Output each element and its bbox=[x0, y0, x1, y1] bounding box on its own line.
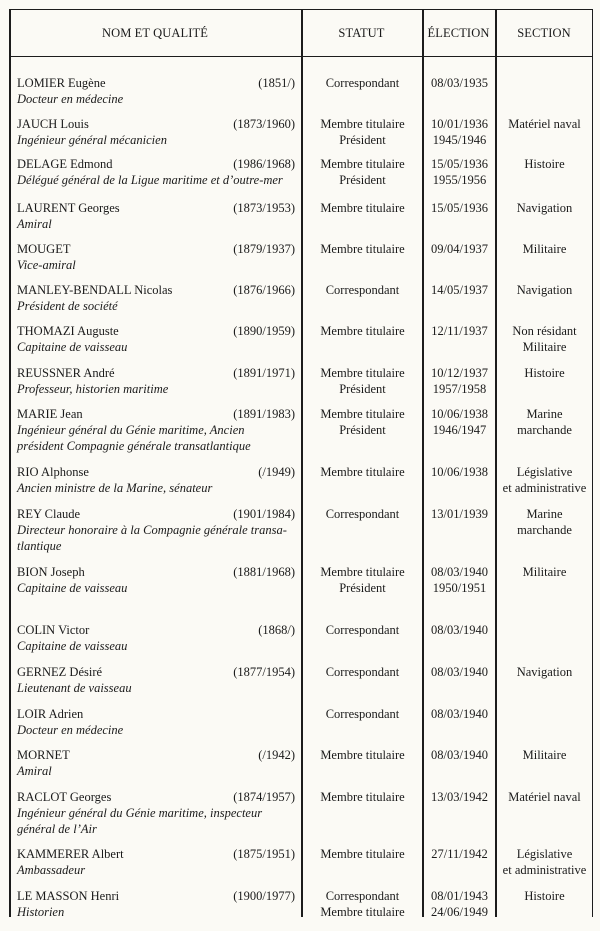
section-cell bbox=[496, 200, 593, 216]
section-cell bbox=[496, 282, 593, 298]
section-cell bbox=[496, 789, 593, 805]
header-statut: STATUT bbox=[338, 25, 385, 40]
member-name: REUSSNER André bbox=[17, 366, 115, 380]
election-cell bbox=[423, 664, 496, 680]
statut-cell-line: Membre titulaire bbox=[320, 790, 405, 804]
statut-cell bbox=[302, 241, 423, 257]
election-cell-line: 15/05/1936 bbox=[431, 201, 488, 215]
statut-cell-line: Membre titulaire bbox=[320, 366, 405, 380]
election-cell-line: 08/03/1940 bbox=[431, 565, 488, 579]
member-qualite: Ambassadeur bbox=[17, 863, 86, 877]
section-cell-line: Militaire bbox=[522, 340, 567, 354]
statut-cell bbox=[302, 365, 423, 397]
statut-cell bbox=[302, 116, 423, 148]
election-cell-line: 24/06/1949 bbox=[431, 905, 488, 919]
statut-cell-line: Correspondant bbox=[325, 665, 400, 679]
election-cell bbox=[423, 156, 496, 188]
member-qualite: Directeur honoraire à la Compagnie générale transa-tlantique bbox=[17, 523, 287, 553]
section-cell bbox=[496, 846, 593, 878]
statut-cell bbox=[302, 464, 423, 480]
section-cell-line: Navigation bbox=[516, 201, 573, 215]
member-years: (1901/1984) bbox=[233, 507, 295, 521]
header-election: ÉLECTION bbox=[427, 25, 490, 40]
member-qualite: Ancien ministre de la Marine, sénateur bbox=[17, 481, 213, 495]
election-cell-line: 14/05/1937 bbox=[431, 283, 488, 297]
section-cell-line: Navigation bbox=[516, 283, 573, 297]
statut-cell bbox=[302, 323, 423, 339]
section-cell-line: Navigation bbox=[516, 665, 573, 679]
header-section: SECTION bbox=[517, 25, 571, 40]
statut-cell-line: Membre titulaire bbox=[320, 242, 405, 256]
statut-cell bbox=[302, 156, 423, 188]
member-years: (1891/1983) bbox=[233, 407, 295, 421]
statut-cell-line: Correspondant bbox=[325, 889, 400, 903]
statut-cell-line: Membre titulaire bbox=[320, 905, 405, 919]
member-name: JAUCH Louis bbox=[17, 117, 89, 131]
section-cell-line: Histoire bbox=[524, 889, 565, 903]
section-cell bbox=[496, 564, 593, 580]
election-cell bbox=[423, 365, 496, 397]
section-cell bbox=[496, 747, 593, 763]
member-name: LAURENT Georges bbox=[17, 201, 120, 215]
election-cell bbox=[423, 116, 496, 148]
election-cell bbox=[423, 888, 496, 920]
statut-cell bbox=[302, 888, 423, 920]
election-cell-line: 13/03/1942 bbox=[431, 790, 488, 804]
statut-cell-line: Membre titulaire bbox=[320, 748, 405, 762]
election-cell-line: 10/06/1938 bbox=[431, 407, 488, 421]
section-cell-line: Matériel naval bbox=[508, 117, 581, 131]
member-name: LOMIER Eugène bbox=[17, 76, 106, 90]
member-years: (1891/1971) bbox=[233, 366, 295, 380]
section-cell bbox=[496, 116, 593, 132]
table-border-right bbox=[592, 9, 594, 917]
election-cell-line: 1950/1951 bbox=[432, 581, 487, 595]
election-cell bbox=[423, 506, 496, 522]
section-cell bbox=[496, 888, 593, 904]
statut-cell-line: Membre titulaire bbox=[320, 157, 405, 171]
section-cell bbox=[496, 241, 593, 257]
election-cell-line: 08/03/1940 bbox=[431, 665, 488, 679]
election-cell-line: 12/11/1937 bbox=[431, 324, 488, 338]
member-qualite: Président de société bbox=[17, 299, 118, 313]
statut-cell-line: Président bbox=[339, 382, 386, 396]
member-qualite: Ingénieur général du Génie maritime, inspecteur général de l’Air bbox=[17, 806, 263, 836]
member-qualite: Vice-amiral bbox=[17, 258, 76, 272]
section-cell bbox=[496, 464, 593, 496]
member-name: MOUGET bbox=[17, 242, 71, 256]
election-cell bbox=[423, 747, 496, 763]
member-name: GERNEZ Désiré bbox=[17, 665, 103, 679]
member-years: (/1949) bbox=[258, 465, 295, 479]
section-cell-line: et administrative bbox=[502, 863, 587, 877]
member-name: MORNET bbox=[17, 748, 70, 762]
election-cell bbox=[423, 282, 496, 298]
member-years: (1868/) bbox=[258, 623, 295, 637]
member-years: (1873/1960) bbox=[233, 117, 295, 131]
member-years: (1879/1937) bbox=[233, 242, 295, 256]
statut-cell-line: Membre titulaire bbox=[320, 465, 405, 479]
member-qualite: Docteur en médecine bbox=[17, 723, 124, 737]
election-cell-line: 10/12/1937 bbox=[431, 366, 488, 380]
member-name: BION Joseph bbox=[17, 565, 85, 579]
election-cell bbox=[423, 241, 496, 257]
member-years: (1881/1968) bbox=[233, 565, 295, 579]
section-cell-line: Non résidant bbox=[512, 324, 577, 338]
election-cell-line: 08/03/1935 bbox=[431, 76, 488, 90]
election-cell bbox=[423, 200, 496, 216]
member-qualite: Capitaine de vaisseau bbox=[17, 639, 128, 653]
election-cell-line: 1955/1956 bbox=[432, 173, 487, 187]
member-name: MARIE Jean bbox=[17, 407, 83, 421]
section-cell bbox=[496, 323, 593, 355]
section-cell-line: Matériel naval bbox=[508, 790, 581, 804]
statut-cell bbox=[302, 75, 423, 91]
member-qualite: Lieutenant de vaisseau bbox=[17, 681, 132, 695]
member-name: COLIN Victor bbox=[17, 623, 90, 637]
member-name: RACLOT Georges bbox=[17, 790, 112, 804]
election-cell bbox=[423, 846, 496, 862]
election-cell-line: 09/04/1937 bbox=[431, 242, 488, 256]
member-years: (1875/1951) bbox=[233, 847, 295, 861]
section-cell bbox=[496, 506, 593, 538]
statut-cell bbox=[302, 622, 423, 638]
statut-cell-line: Membre titulaire bbox=[320, 565, 405, 579]
election-cell-line: 1957/1958 bbox=[432, 382, 487, 396]
statut-cell-line: Correspondant bbox=[325, 283, 400, 297]
statut-cell-line: Membre titulaire bbox=[320, 847, 405, 861]
member-years: (1876/1966) bbox=[233, 283, 295, 297]
election-cell bbox=[423, 75, 496, 91]
section-cell bbox=[496, 156, 593, 172]
member-qualite: Ingénieur général mécanicien bbox=[17, 133, 167, 147]
election-cell-line: 15/05/1936 bbox=[431, 157, 488, 171]
statut-cell bbox=[302, 506, 423, 522]
section-cell-line: Militaire bbox=[522, 748, 567, 762]
election-cell-line: 08/03/1940 bbox=[431, 748, 488, 762]
member-qualite: Historien bbox=[17, 905, 65, 919]
election-cell bbox=[423, 464, 496, 480]
statut-cell-line: Correspondant bbox=[325, 507, 400, 521]
election-cell-line: 1945/1946 bbox=[432, 133, 487, 147]
election-cell-line: 08/03/1940 bbox=[431, 707, 488, 721]
statut-cell-line: Correspondant bbox=[325, 707, 400, 721]
section-cell-line: Législative bbox=[516, 465, 573, 479]
statut-cell bbox=[302, 706, 423, 722]
section-cell-line: Militaire bbox=[522, 565, 567, 579]
election-cell-line: 08/03/1940 bbox=[431, 623, 488, 637]
section-cell-line: Législative bbox=[516, 847, 573, 861]
statut-cell bbox=[302, 282, 423, 298]
section-cell-line: Marine bbox=[526, 507, 563, 521]
member-cell bbox=[17, 706, 242, 738]
member-name: LOIR Adrien bbox=[17, 707, 84, 721]
section-cell-line: Histoire bbox=[524, 157, 565, 171]
member-years: (1851/) bbox=[258, 76, 295, 90]
election-cell-line: 1946/1947 bbox=[432, 423, 487, 437]
statut-cell-line: Membre titulaire bbox=[320, 324, 405, 338]
statut-cell-line: Président bbox=[339, 423, 386, 437]
section-cell-line: et administrative bbox=[502, 481, 587, 495]
election-cell bbox=[423, 622, 496, 638]
statut-cell bbox=[302, 406, 423, 438]
statut-cell-line: Membre titulaire bbox=[320, 407, 405, 421]
election-cell bbox=[423, 706, 496, 722]
member-name: LE MASSON Henri bbox=[17, 889, 120, 903]
member-name: DELAGE Edmond bbox=[17, 157, 113, 171]
member-qualite: Délégué général de la Ligue maritime et d’outre-mer bbox=[17, 173, 283, 187]
election-cell-line: 08/01/1943 bbox=[431, 889, 488, 903]
member-name: RIO Alphonse bbox=[17, 465, 89, 479]
member-qualite: Capitaine de vaisseau bbox=[17, 581, 128, 595]
election-cell-line: 13/01/1939 bbox=[431, 507, 488, 521]
statut-cell bbox=[302, 564, 423, 596]
statut-cell-line: Membre titulaire bbox=[320, 201, 405, 215]
member-years: (1873/1953) bbox=[233, 201, 295, 215]
election-cell bbox=[423, 406, 496, 438]
election-cell bbox=[423, 564, 496, 596]
election-cell-line: 10/01/1936 bbox=[431, 117, 488, 131]
election-cell bbox=[423, 323, 496, 339]
member-name: REY Claude bbox=[17, 507, 81, 521]
section-cell bbox=[496, 365, 593, 381]
statut-cell bbox=[302, 789, 423, 805]
section-cell bbox=[496, 406, 593, 438]
election-cell-line: 27/11/1942 bbox=[431, 847, 488, 861]
member-qualite: Capitaine de vaisseau bbox=[17, 340, 128, 354]
member-qualite: Professeur, historien maritime bbox=[17, 382, 169, 396]
statut-cell bbox=[302, 664, 423, 680]
table-border-left bbox=[9, 9, 11, 917]
member-name: KAMMERER Albert bbox=[17, 847, 124, 861]
member-qualite: Docteur en médecine bbox=[17, 92, 124, 106]
members-table bbox=[9, 9, 593, 917]
statut-cell-line: Correspondant bbox=[325, 623, 400, 637]
statut-cell-line: Président bbox=[339, 173, 386, 187]
member-qualite: Ingénieur général du Génie maritime, Ancien président Compagnie générale transatlantique bbox=[17, 423, 251, 453]
statut-cell-line: Membre titulaire bbox=[320, 117, 405, 131]
member-years: (1890/1959) bbox=[233, 324, 295, 338]
section-cell-line: marchande bbox=[517, 423, 572, 437]
member-qualite: Amiral bbox=[17, 217, 52, 231]
statut-cell bbox=[302, 747, 423, 763]
statut-cell-line: Correspondant bbox=[325, 76, 400, 90]
member-name: MANLEY-BENDALL Nicolas bbox=[17, 283, 173, 297]
election-cell-line: 10/06/1938 bbox=[431, 465, 488, 479]
section-cell bbox=[496, 664, 593, 680]
statut-cell bbox=[302, 846, 423, 862]
election-cell bbox=[423, 789, 496, 805]
member-years: (1877/1954) bbox=[233, 665, 295, 679]
statut-cell bbox=[302, 200, 423, 216]
member-years: (1900/1977) bbox=[233, 889, 295, 903]
section-cell-line: marchande bbox=[517, 523, 572, 537]
section-cell-line: Histoire bbox=[524, 366, 565, 380]
statut-cell-line: Président bbox=[339, 581, 386, 595]
section-cell-line: Marine bbox=[526, 407, 563, 421]
member-years: (/1942) bbox=[258, 748, 295, 762]
member-years: (1986/1968) bbox=[233, 157, 295, 171]
member-qualite: Amiral bbox=[17, 764, 52, 778]
section-cell-line: Militaire bbox=[522, 242, 567, 256]
header-nom-qualite: NOM ET QUALITÉ bbox=[101, 25, 208, 40]
member-years: (1874/1957) bbox=[233, 790, 295, 804]
member-name: THOMAZI Auguste bbox=[17, 324, 119, 338]
statut-cell-line: Président bbox=[339, 133, 386, 147]
